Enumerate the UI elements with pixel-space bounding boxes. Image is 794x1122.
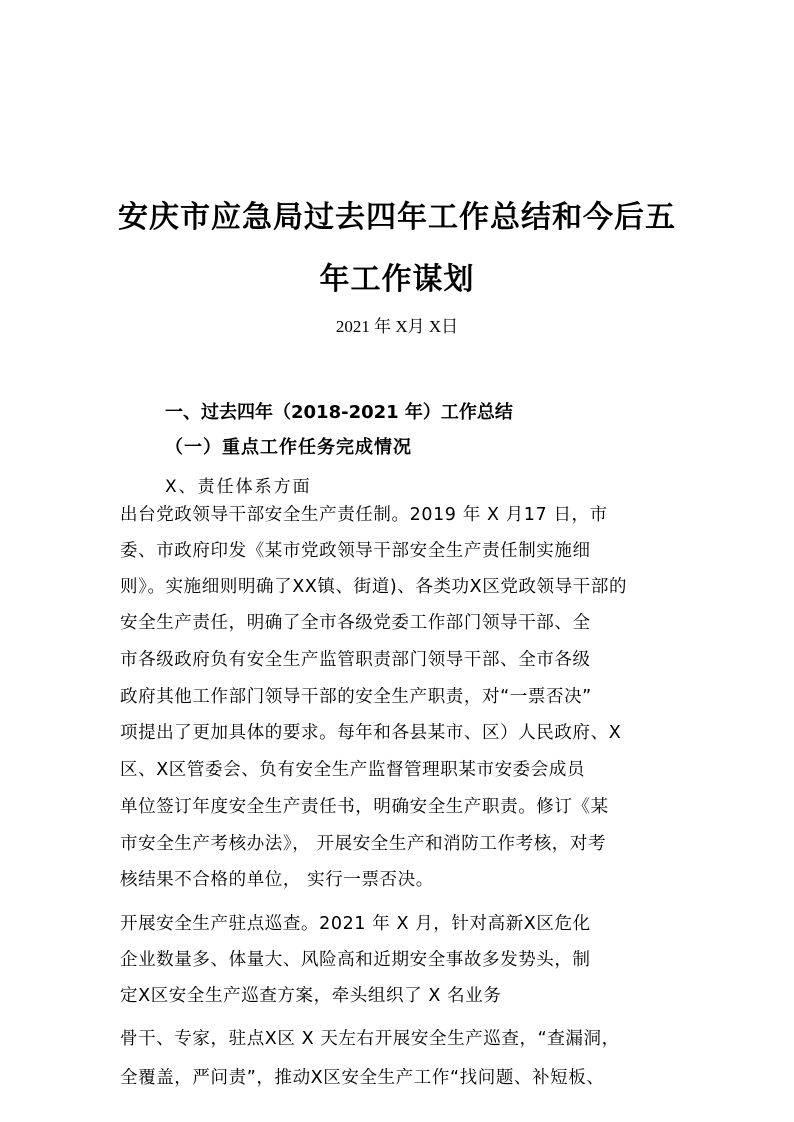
paragraph-line: 则》。实施细则明确了XX镇、街道)、各类功X区党政领导干部的 [120, 577, 628, 597]
paragraph-line: 出台党政领导干部安全生产责任制。2019 年 X 月17 日，市 [120, 505, 608, 525]
paragraph-line: 核结果不合格的单位， 实行一票否决。 [120, 870, 434, 890]
paragraph-line: 委、市政府印发《某市党政领导干部安全生产责任制实施细 [120, 541, 591, 561]
document-title-line-2: 年工作谋划 [319, 262, 475, 297]
paragraph-line: 项提出了更加具体的要求。每年和各县某市、区）人民政府、X [120, 723, 622, 743]
paragraph-line: 全覆盖，严问责”，推动X区安全生产工作“找问题、补短板、 [120, 1068, 605, 1088]
paragraph-line: 单位签订年度安全生产责任书，明确安全生产职责。修订《某 [120, 797, 609, 817]
document-title-line-1: 安庆市应急局过去四年工作总结和今后五 [118, 200, 676, 235]
paragraph-line: 定X区安全生产巡查方案，牵头组织了 X 名业务 [120, 986, 502, 1006]
document-date: 2021 年 X月 X日 [335, 317, 459, 336]
section-heading: 一、过去四年（2018-2021 年）工作总结 [165, 402, 513, 423]
paragraph-line: 开展安全生产驻点巡查。2021 年 X 月，针对高新X区危化 [120, 914, 591, 934]
subsection-heading: （一）重点工作任务完成情况 [165, 437, 412, 458]
paragraph-line: 区、X区管委会、负有安全生产监督管理职某市安委会成员 [120, 760, 586, 780]
paragraph-line: 骨干、专家，驻点X区 X 天左右开展安全生产巡查，“查漏洞， [120, 1029, 620, 1049]
paragraph-line: 安全生产责任，明确了全市各级党委工作部门领导干部、全 [120, 613, 591, 633]
paragraph-line: 市各级政府负有安全生产监管职责部门领导干部、全市各级 [120, 650, 591, 670]
paragraph-line: 市安全生产考核办法》， 开展安全生产和消防工作考核，对考 [120, 834, 607, 854]
paragraph-line: 企业数量多、体量大、风险高和近期安全事故多发势头，制 [120, 950, 591, 970]
paragraph-line: 政府其他工作部门领导干部的安全生产职责，对“一票否决” [120, 687, 592, 707]
item-heading: X、责任体系方面 [165, 477, 312, 497]
